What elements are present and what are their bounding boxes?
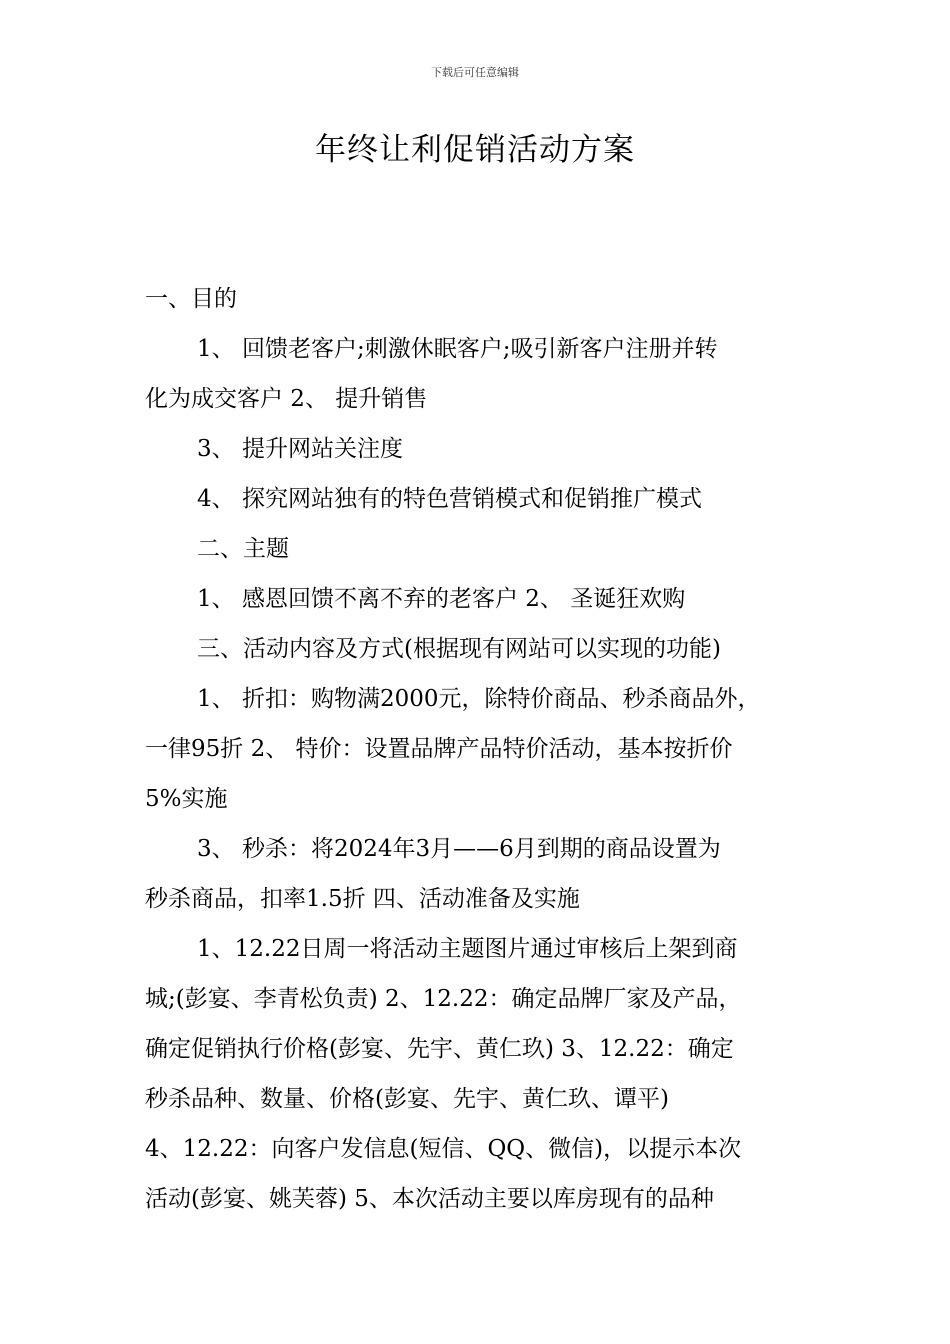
paragraph-line: 秒杀商品，扣率1.5折 四、活动准备及实施 [145, 886, 580, 912]
section-heading-purpose: 一、目的 [145, 286, 237, 312]
paragraph-line: 一律95折 2、 特价：设置品牌产品特价活动，基本按折价 [145, 736, 733, 762]
paragraph-line: 1、12.22日周一将活动主题图片通过审核后上架到商 [197, 936, 738, 962]
document-title: 年终让利促销活动方案 [315, 132, 635, 168]
paragraph-line: 活动(彭宴、姚芙蓉) 5、本次活动主要以库房现有的品种 [145, 1186, 714, 1212]
paragraph-line: 3、 提升网站关注度 [197, 436, 403, 462]
paragraph-line: 1、 感恩回馈不离不弃的老客户 2、 圣诞狂欢购 [197, 586, 686, 612]
paragraph-line: 4、12.22：向客户发信息(短信、QQ、微信)，以提示本次 [145, 1136, 742, 1162]
paragraph-line: 1、 折扣：购物满2000元，除特价商品、秒杀商品外， [197, 686, 761, 712]
paragraph-line: 城;(彭宴、李青松负责) 2、12.22：确定品牌厂家及产品， [145, 986, 742, 1012]
paragraph-line: 5%实施 [145, 786, 228, 812]
paragraph-line: 秒杀品种、数量、价格(彭宴、先宇、黄仁玖、谭平) [145, 1086, 669, 1112]
paragraph-line: 4、 探究网站独有的特色营销模式和促销推广模式 [197, 486, 702, 512]
paragraph-line: 化为成交客户 2、 提升销售 [145, 386, 428, 412]
document-body [145, 274, 810, 1224]
header-note: 下载后可任意编辑 [431, 66, 519, 79]
paragraph-line: 1、 回馈老客户;刺激休眠客户;吸引新客户注册并转 [197, 336, 718, 362]
paragraph-line: 3、 秒杀：将2024年3月——6月到期的商品设置为 [197, 836, 721, 862]
section-heading-theme: 二、主题 [197, 536, 289, 562]
section-heading-content: 三、活动内容及方式(根据现有网站可以实现的功能) [197, 636, 721, 662]
paragraph-line: 确定促销执行价格(彭宴、先宇、黄仁玖) 3、12.22：确定 [145, 1036, 734, 1062]
